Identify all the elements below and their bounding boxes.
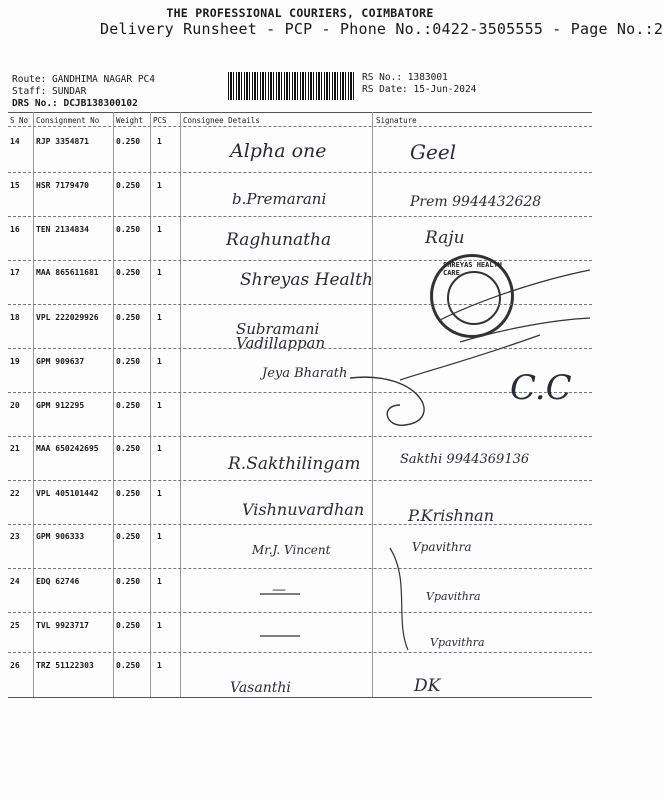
row-weight: 0.250: [116, 444, 141, 453]
drs-number: DRS No.: DCJB138300102: [12, 98, 138, 109]
row-weight: 0.250: [116, 577, 141, 586]
row-consignee-handwriting: Alpha one: [230, 140, 327, 162]
row-consignment: MAA 865611681: [36, 268, 99, 277]
row-weight: 0.250: [116, 401, 141, 410]
row-weight: 0.250: [116, 489, 141, 498]
col-pcs: PCS: [153, 116, 167, 125]
route-label: Route: GANDHIMA NAGAR PC4: [12, 74, 155, 85]
row-consignee-handwriting: Vishnuvardhan: [242, 500, 365, 519]
row-pcs: 1: [157, 621, 162, 630]
col-consignee: Consignee Details: [183, 116, 260, 125]
row-sno: 19: [10, 357, 20, 366]
row-sno: 24: [10, 577, 20, 586]
row-signature: Vpavithra: [412, 540, 472, 554]
col-consignment: Consignment No: [36, 116, 100, 125]
row-consignment: TEN 2134834: [36, 225, 89, 234]
row-sno: 16: [10, 225, 20, 234]
row-pcs: 1: [157, 225, 162, 234]
row-sno: 20: [10, 401, 20, 410]
row-weight: 0.250: [116, 137, 141, 146]
row-pcs: 1: [157, 137, 162, 146]
staff-label: Staff: SUNDAR: [12, 86, 87, 97]
rs-date: RS Date: 15-Jun-2024: [362, 84, 477, 95]
row-pcs: 1: [157, 532, 162, 541]
col-weight: Weight: [116, 116, 144, 125]
company-title: THE PROFESSIONAL COURIERS, COIMBATORE: [166, 6, 434, 20]
row-consignment: RJP 3354871: [36, 137, 89, 146]
row-pcs: 1: [157, 577, 162, 586]
row-weight: 0.250: [116, 225, 141, 234]
row-signature: Geel: [410, 140, 457, 164]
row-signature: Prem 9944432628: [410, 194, 542, 210]
row-consignment: GPM 906333: [36, 532, 85, 541]
row-weight: 0.250: [116, 661, 141, 670]
row-pcs: 1: [157, 489, 162, 498]
row-consignment: HSR 7179470: [36, 181, 89, 190]
rs-number: RS No.: 1383001: [362, 72, 448, 83]
row-consignee-handwriting: —: [262, 628, 276, 644]
row-consignee-handwriting: R.Sakthilingam: [228, 454, 361, 474]
row-consignee-handwriting: —: [272, 582, 286, 598]
row-pcs: 1: [157, 268, 162, 277]
row-signature: Sakthi 9944369136: [400, 452, 530, 467]
row-weight: 0.250: [116, 181, 141, 190]
row-consignee-handwriting: Vasanthi: [230, 680, 291, 696]
row-sno: 14: [10, 137, 20, 146]
row-weight: 0.250: [116, 357, 141, 366]
row-pcs: 1: [157, 661, 162, 670]
row-pcs: 1: [157, 444, 162, 453]
row-sno: 21: [10, 444, 20, 453]
row-pcs: 1: [157, 181, 162, 190]
row-consignee-handwriting: Jeya Bharath: [262, 366, 348, 381]
row-sno: 25: [10, 621, 20, 630]
row-weight: 0.250: [116, 268, 141, 277]
row-weight: 0.250: [116, 532, 141, 541]
row-consignment: VPL 222029926: [36, 313, 99, 322]
row-consignee-handwriting: Shreyas Health: [240, 270, 373, 290]
row-sno: 23: [10, 532, 20, 541]
row-consignee-handwriting: b.Premarani: [232, 190, 327, 208]
row-signature: C.C: [510, 368, 572, 408]
row-signature: DK: [414, 676, 441, 696]
row-sno: 17: [10, 268, 20, 277]
row-consignment: GPM 909637: [36, 357, 85, 366]
row-sno: 22: [10, 489, 20, 498]
row-consignee-handwriting: Subramani Vadillappan: [236, 320, 326, 352]
row-sno: 26: [10, 661, 20, 670]
row-consignee-handwriting: Raghunatha: [226, 230, 332, 250]
row-consignment: TVL 9923717: [36, 621, 89, 630]
row-signature: Raju: [425, 228, 465, 248]
stamp-text: SHREYAS HEALTH CARE: [443, 261, 503, 277]
row-pcs: 1: [157, 401, 162, 410]
row-consignment: TRZ 51122303: [36, 661, 94, 670]
row-consignment: EDQ 62746: [36, 577, 80, 586]
row-consignment: MAA 650242695: [36, 444, 99, 453]
row-weight: 0.250: [116, 313, 141, 322]
row-signature: Vpavithra: [430, 636, 485, 649]
row-sno: 15: [10, 181, 20, 190]
row-consignment: GPM 912295: [36, 401, 85, 410]
row-pcs: 1: [157, 313, 162, 322]
row-weight: 0.250: [116, 621, 141, 630]
row-sno: 18: [10, 313, 20, 322]
row-signature: Vpavithra: [426, 590, 481, 603]
runsheet-title: Delivery Runsheet - PCP - Phone No.:0422-3505555 - Page No.:2: [100, 20, 663, 38]
row-consignee-handwriting: Mr.J. Vincent: [252, 543, 331, 557]
row-signature: P.Krishnan: [408, 506, 494, 525]
col-sno: S No: [10, 116, 29, 125]
row-pcs: 1: [157, 357, 162, 366]
row-consignment: VPL 405101442: [36, 489, 99, 498]
col-signature: Signature: [376, 116, 417, 125]
